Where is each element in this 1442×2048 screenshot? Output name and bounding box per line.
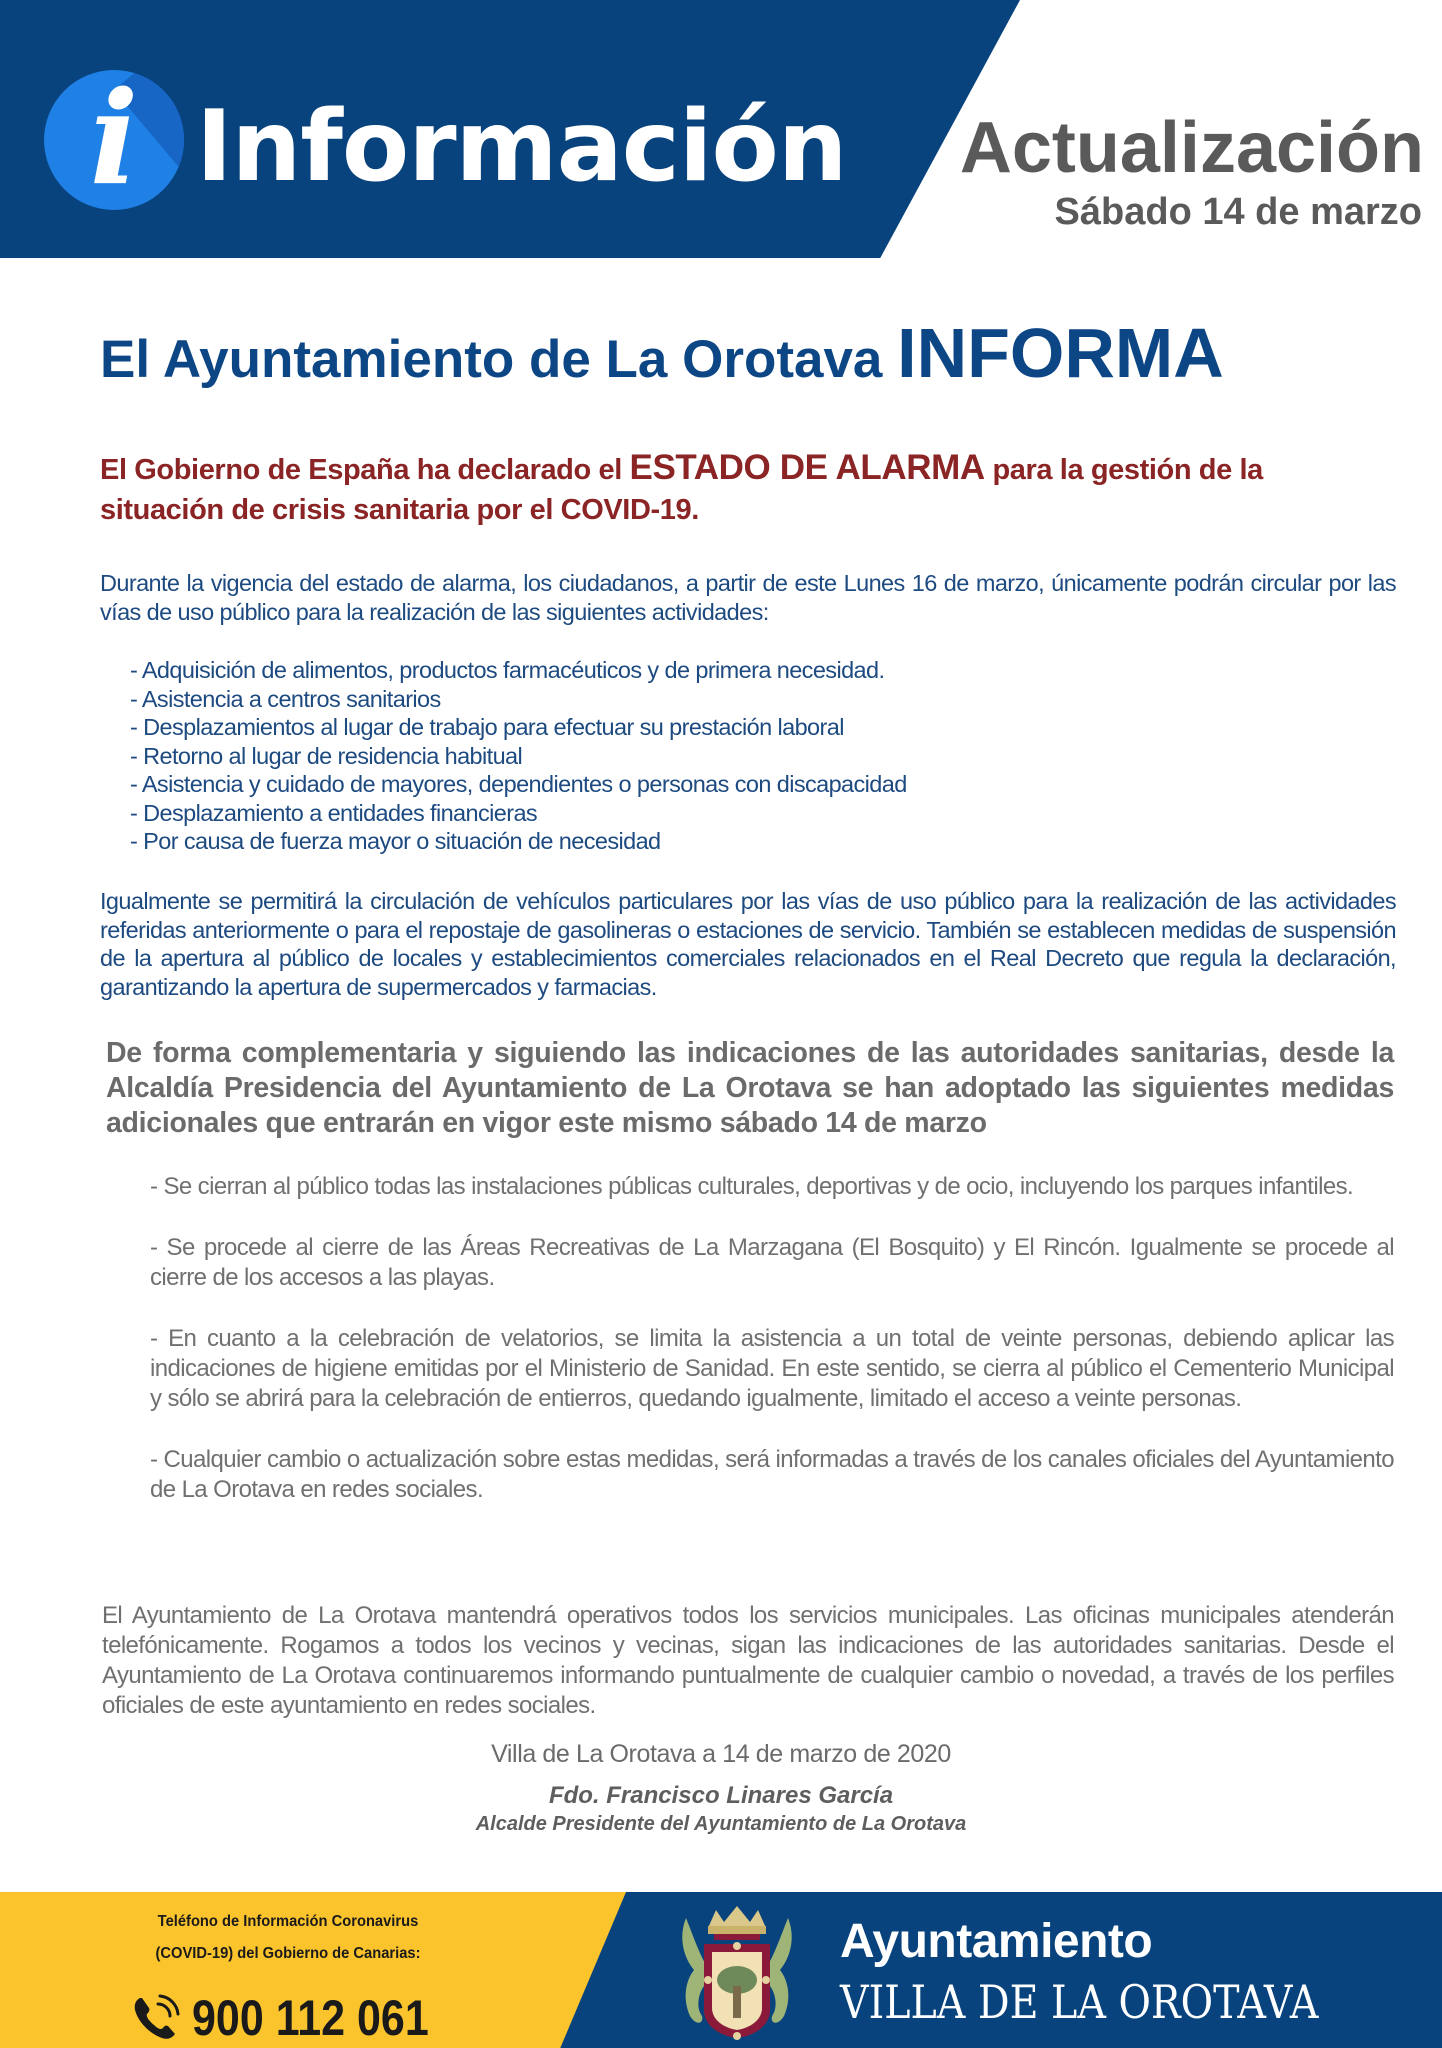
list-item: - Se cierran al público todas las instalaciones públicas culturales, deportivas y de ocio, incluyendo los parques infantiles. — [150, 1173, 1354, 1200]
alarm-statement: El Gobierno de España ha declarado el ESTADO DE ALARMA para la gestión de la situación de crisis sanitaria por el COVID-19. — [100, 448, 1263, 526]
list-item: - Desplazamiento a entidades financieras — [130, 799, 538, 826]
complementary-measures-heading: De forma complementaria y siguiendo las indicaciones de las autoridades sanitarias, desde la Alcaldía Presidencia del Ayuntamiento de La Orotava se han adoptado las siguientes medidas adicionales que entrarán en vigor este mismo sábado 14 de marzo — [106, 1037, 1394, 1139]
page-title — [100, 314, 1400, 395]
list-item: - Se procede al cierre de las Áreas Recreativas de La Marzagana (El Bosquito) y El Rincón. Igualmente se procede al cierre de los accesos a las playas. — [150, 1234, 1394, 1291]
additional-measures-list — [150, 1172, 1394, 1536]
phone-ringing-icon — [130, 1992, 182, 2044]
vehicles-paragraph: Igualmente se permitirá la circulación de vehículos particulares por las vías de uso público para la realización de las actividades referidas anteriormente o para el repostaje de gasolineras o estaciones de servicio. También se establecen medidas de suspensión de la apertura al público de locales y establecimientos comerciales relacionados en el Real Decreto que regula la declaración, garantizando la apertura de supermercados y farmacias. — [100, 888, 1396, 1000]
phone-contact — [130, 1990, 467, 2046]
closing-paragraph: El Ayuntamiento de La Orotava mantendrá operativos todos los servicios municipales. Las oficinas municipales atenderán telefónicamente. Rogamos a todos los vecinos y vecinas, sigan las indicaciones de las autoridades sanitarias. Desde el Ayuntamiento de La Orotava continuaremos informando puntualmente de cualquier cambio o novedad, a través de los perfiles oficiales de este ayuntamiento en redes sociales. — [102, 1602, 1394, 1719]
signer-name: Fdo. Francisco Linares García — [548, 1782, 894, 1809]
footer-org-name: Ayuntamiento — [840, 1915, 1153, 1968]
list-item: - Desplazamientos al lugar de trabajo para efectuar su prestación laboral — [130, 714, 844, 740]
phone-label: Teléfono de Información Coronavirus (COVID-19) del Gobierno de Canarias: — [155, 1913, 421, 1962]
list-item: - Asistencia a centros sanitarios — [130, 685, 441, 712]
header-title: Información — [196, 90, 847, 204]
coat-of-arms-icon — [668, 1898, 806, 2044]
header-banner — [0, 0, 1442, 262]
footer-org-subtitle: VILLA DE LA OROTAVA — [840, 1975, 1319, 2029]
alarm-emphasis: ESTADO DE ALARMA — [629, 448, 985, 487]
signer-role: Alcalde Presidente del Ayuntamiento de La Orotava — [475, 1813, 967, 1835]
list-item: - En cuanto a la celebración de velatorios, se limita la asistencia a un total de veinte personas, debiendo aplicar las indicaciones de higiene emitidas por el Ministerio de Sanidad. En este sentido, se cierra al público el Cementerio Municipal y sólo se abrirá para la celebración de entierros, quedando igualmente, limitado el acceso a veinte personas. — [150, 1325, 1394, 1412]
update-label: Actualización — [959, 108, 1424, 188]
footer-banner — [0, 1892, 1442, 2048]
list-item: - Cualquier cambio o actualización sobre estas medidas, será informadas a través de los canales oficiales del Ayuntamiento de La Orotava en redes sociales. — [150, 1446, 1394, 1503]
intro-paragraph: Durante la vigencia del estado de alarma, los ciudadanos, a partir de este Lunes 16 de marzo, únicamente podrán circular por las vías de uso público para la realización de las siguientes actividades: — [100, 570, 1396, 625]
place-date: Villa de La Orotava a 14 de marzo de 2020 — [491, 1740, 951, 1768]
list-item: - Asistencia y cuidado de mayores, dependientes o personas con discapacidad — [130, 771, 907, 797]
list-item: - Adquisición de alimentos, productos farmacéuticos y de primera necesidad. — [130, 657, 885, 683]
allowed-activities-list — [130, 656, 1390, 856]
phone-number[interactable]: 900 112 061 — [192, 1990, 429, 2046]
list-item: - Por causa de fuerza mayor o situación de necesidad — [130, 828, 661, 854]
update-date: Sábado 14 de marzo — [1054, 191, 1422, 233]
info-icon: i — [44, 70, 184, 210]
list-item: - Retorno al lugar de residencia habitual — [130, 742, 523, 769]
page-title-text: El Ayuntamiento de La Orotava — [100, 330, 883, 389]
page-title-emphasis: INFORMA — [897, 314, 1224, 392]
